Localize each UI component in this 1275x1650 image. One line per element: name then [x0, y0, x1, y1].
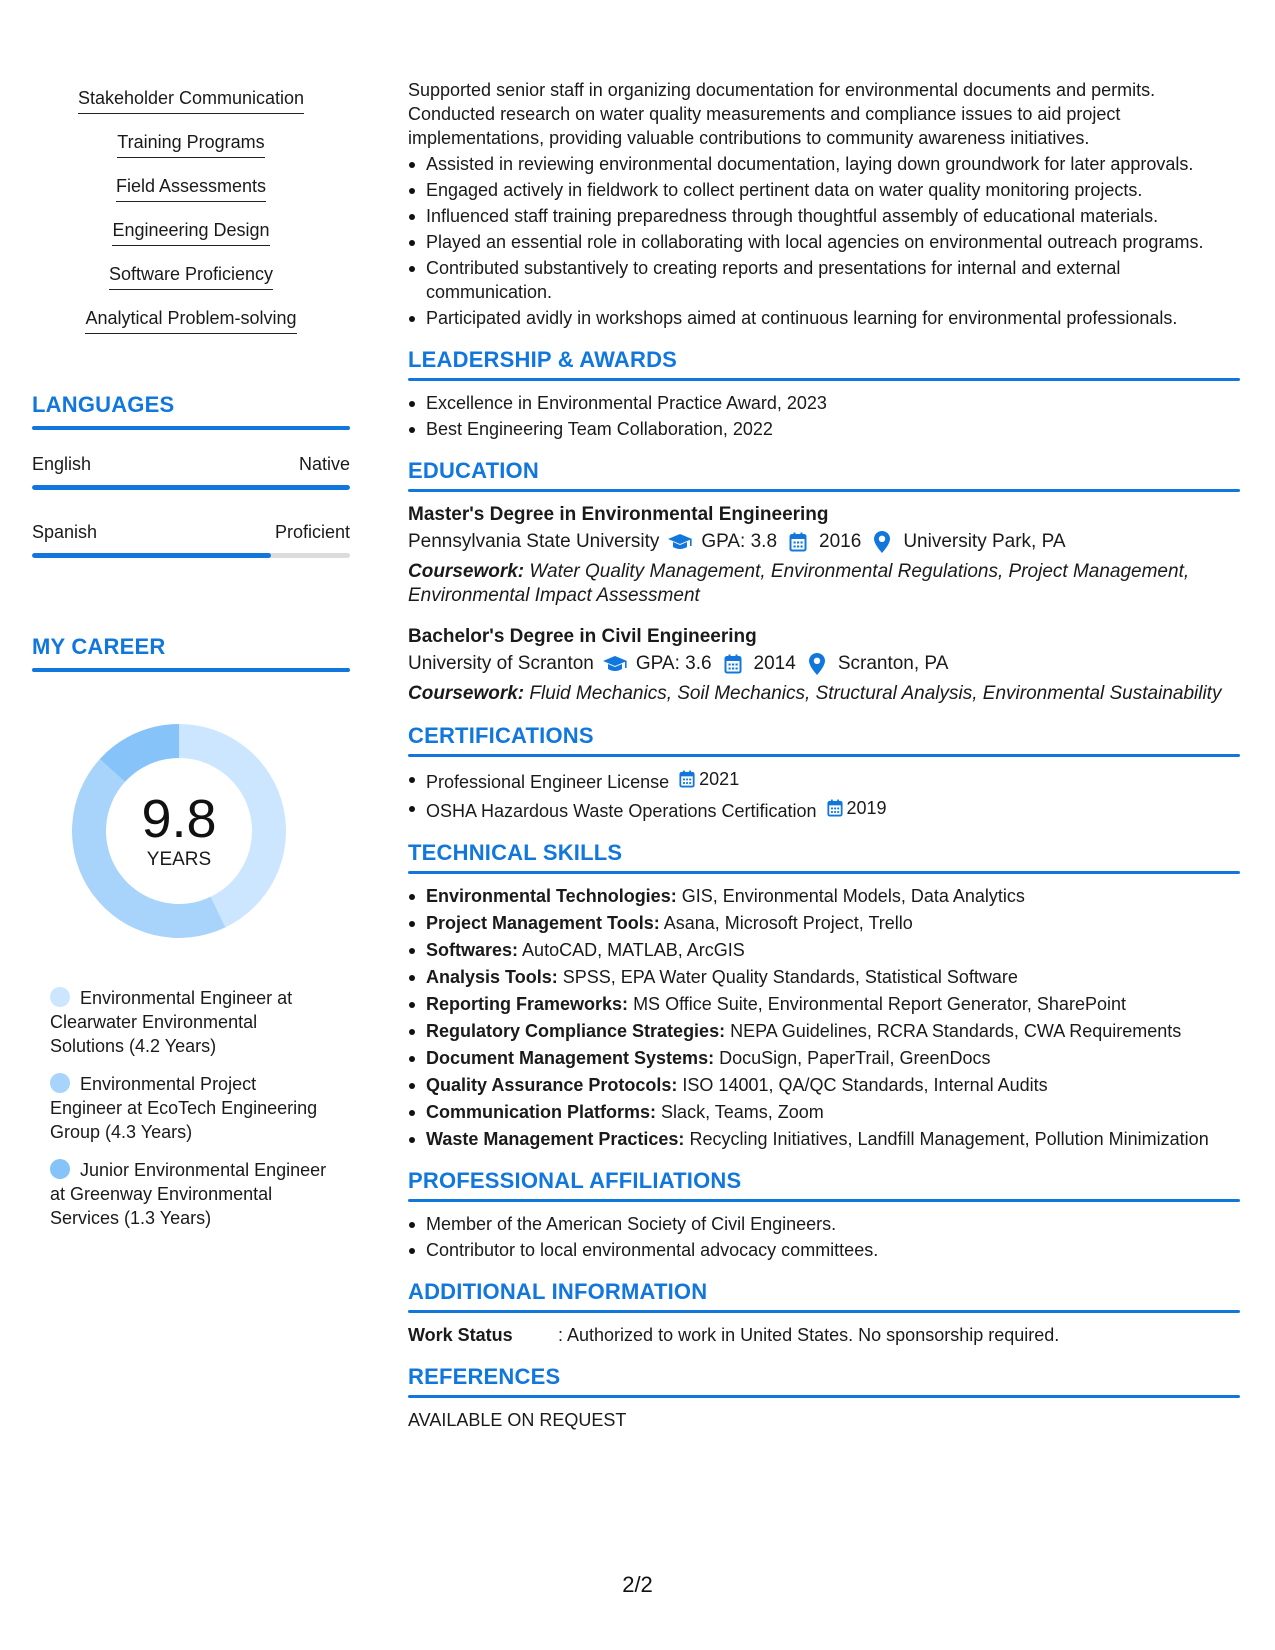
language-name: English [32, 454, 92, 474]
graduation-year: 2016 [819, 531, 862, 552]
skill-category: Softwares: [426, 940, 519, 960]
certifications-list [408, 767, 1240, 823]
language-bar-fill [32, 553, 271, 558]
skill-values: DocuSign, PaperTrail, GreenDocs [719, 1048, 991, 1068]
section-rule [408, 1199, 1240, 1202]
additional-info-section [408, 1278, 1240, 1347]
skill-category: Reporting Frameworks: [426, 994, 629, 1014]
cert-year: 2019 [846, 798, 887, 818]
skill-category: Communication Platforms: [426, 1102, 657, 1122]
calendar-icon [679, 770, 695, 788]
coursework-text: Fluid Mechanics, Soil Mechanics, Structural Analysis, Environmental Sustainability [529, 683, 1222, 704]
section-title: PROFESSIONAL AFFILIATIONS [408, 1168, 742, 1193]
affiliations-section [408, 1167, 1240, 1262]
section-rule [408, 1310, 1240, 1313]
cert-date [679, 767, 739, 791]
list-item [408, 938, 1240, 962]
skill-values: AutoCAD, MATLAB, ArcGIS [522, 940, 745, 960]
experience-summary: Supported senior staff in organizing documentation for environmental documents and permits. Conducted research on water quality measurements and compliance issues to aid project implementations, providing valuable contributions to community awareness initiatives. [408, 80, 1156, 148]
language-bar [32, 553, 350, 558]
section-rule [408, 378, 1240, 381]
skill-values: GIS, Environmental Models, Data Analytics [681, 886, 1025, 906]
languages-section [32, 392, 350, 558]
education-section [408, 457, 1240, 706]
career-legend [32, 986, 332, 1230]
degree-title: Master's Degree in Environmental Engineering [408, 504, 829, 525]
skill-tag: Field Assessments [116, 174, 266, 202]
career-section [32, 634, 350, 1244]
section-rule [408, 1395, 1240, 1398]
legend-item [50, 986, 332, 1058]
skill-values: Slack, Teams, Zoom [661, 1102, 824, 1122]
certifications-section [408, 722, 1240, 823]
graduation-cap-icon [602, 654, 628, 674]
section-title: EDUCATION [408, 458, 539, 483]
map-pin-icon [869, 532, 895, 552]
list-item [408, 911, 1240, 935]
list-item [408, 796, 1240, 823]
list-item: Member of the American Society of Civil Engineers. [408, 1212, 1240, 1236]
career-title: MY CAREER [32, 634, 166, 659]
cert-name: OSHA Hazardous Waste Operations Certification [426, 801, 817, 821]
donut-center [66, 718, 292, 944]
skill-values: ISO 14001, QA/QC Standards, Internal Audits [682, 1075, 1048, 1095]
skill-values: Recycling Initiatives, Landfill Management, Pollution Minimization [689, 1129, 1209, 1149]
skill-tag: Analytical Problem-solving [85, 306, 296, 334]
school-location: University Park, PA [903, 531, 1066, 552]
list-item: Contributor to local environmental advocacy committees. [408, 1238, 1240, 1262]
work-status-value: : Authorized to work in United States. No sponsorship required. [558, 1325, 1060, 1345]
skill-category: Regulatory Compliance Strategies: [426, 1021, 726, 1041]
language-level: Proficient [274, 522, 350, 542]
school-name: Pennsylvania State University [408, 531, 660, 552]
leadership-list [408, 391, 1240, 441]
list-item: Best Engineering Team Collaboration, 2022 [408, 417, 1240, 441]
graduation-year: 2014 [753, 653, 796, 674]
section-rule [408, 489, 1240, 492]
leadership-section [408, 346, 1240, 441]
skill-category: Waste Management Practices: [426, 1129, 685, 1149]
references-section [408, 1363, 1240, 1432]
career-donut [66, 718, 292, 944]
legend-label: Junior Environmental Engineer at Greenway Environmental Services (1.3 Years) [50, 1160, 327, 1228]
list-item: Assisted in reviewing environmental documentation, laying down groundwork for later approvals. [408, 152, 1240, 176]
references-text: AVAILABLE ON REQUEST [408, 1410, 627, 1430]
list-item: Participated avidly in workshops aimed at continuous learning for environmental professionals. [408, 306, 1240, 330]
section-title: REFERENCES [408, 1364, 561, 1389]
language-row [32, 454, 350, 475]
legend-dot [50, 987, 70, 1007]
coursework [408, 682, 1240, 706]
list-item [408, 992, 1240, 1016]
skill-values: NEPA Guidelines, RCRA Standards, CWA Requirements [730, 1021, 1182, 1041]
list-item [408, 1073, 1240, 1097]
coursework [408, 560, 1240, 608]
skill-tag: Training Programs [117, 130, 264, 158]
calendar-icon [827, 799, 843, 817]
technical-skills-list [408, 884, 1240, 1151]
legend-label: Environmental Engineer at Clearwater Environmental Solutions (4.2 Years) [50, 988, 293, 1056]
legend-item [50, 1158, 332, 1230]
section-title: TECHNICAL SKILLS [408, 840, 623, 865]
coursework-label: Coursework: [408, 561, 525, 582]
list-item [408, 1100, 1240, 1124]
legend-label: Environmental Project Engineer at EcoTech Engineering Group (4.3 Years) [50, 1074, 318, 1142]
skill-category: Quality Assurance Protocols: [426, 1075, 678, 1095]
legend-dot [50, 1073, 70, 1093]
education-entry [408, 624, 1240, 706]
skill-category: Document Management Systems: [426, 1048, 715, 1068]
skill-category: Project Management Tools: [426, 913, 660, 933]
skill-tag: Stakeholder Communication [78, 86, 304, 114]
list-item [408, 1019, 1240, 1043]
degree-title: Bachelor's Degree in Civil Engineering [408, 626, 757, 647]
skill-values: SPSS, EPA Water Quality Standards, Statistical Software [562, 967, 1018, 987]
gpa: GPA: 3.6 [635, 653, 712, 674]
language-name: Spanish [32, 522, 98, 542]
list-item [408, 767, 1240, 794]
section-rule [32, 426, 350, 430]
gpa: GPA: 3.8 [701, 531, 778, 552]
languages-title: LANGUAGES [32, 392, 175, 417]
graduation-cap-icon [667, 532, 693, 552]
skill-tag: Software Proficiency [109, 262, 273, 290]
school-name: University of Scranton [408, 653, 594, 674]
coursework-label: Coursework: [408, 683, 525, 704]
skill-tag: Engineering Design [112, 218, 269, 246]
section-title: LEADERSHIP & AWARDS [408, 347, 678, 372]
work-status-row [408, 1323, 1240, 1347]
experience-bullets [408, 152, 1240, 330]
degree-meta [408, 528, 1240, 556]
school-location: Scranton, PA [837, 653, 949, 674]
skill-category: Analysis Tools: [426, 967, 558, 987]
main-content [408, 78, 1240, 1432]
cert-name: Professional Engineer License [426, 772, 670, 792]
legend-item [50, 1072, 332, 1144]
list-item [408, 965, 1240, 989]
technical-skills-section [408, 839, 1240, 1151]
section-title: ADDITIONAL INFORMATION [408, 1279, 708, 1304]
list-item: Excellence in Environmental Practice Award, 2023 [408, 391, 1240, 415]
language-bar-fill [32, 485, 350, 490]
coursework-text: Water Quality Management, Environmental Regulations, Project Management, Environmental Impact Assessment [408, 561, 1190, 606]
page-number: 2/2 [622, 1572, 653, 1597]
skill-category: Environmental Technologies: [426, 886, 677, 906]
list-item [408, 1046, 1240, 1070]
calendar-icon [720, 654, 746, 674]
language-row [32, 522, 350, 543]
legend-dot [50, 1159, 70, 1179]
career-unit: YEARS [146, 849, 212, 870]
section-rule [408, 871, 1240, 874]
list-item: Influenced staff training preparedness through thoughtful assembly of educational materials. [408, 204, 1240, 228]
skills-list [32, 86, 350, 334]
work-status-label: Work Status [408, 1325, 513, 1345]
skill-values: Asana, Microsoft Project, Trello [663, 913, 913, 933]
experience-section [408, 78, 1240, 330]
map-pin-icon [804, 654, 830, 674]
list-item: Contributed substantively to creating reports and presentations for internal and external communication. [408, 256, 1240, 304]
degree-meta [408, 650, 1240, 678]
list-item [408, 1127, 1240, 1151]
section-rule [408, 754, 1240, 757]
list-item: Engaged actively in fieldwork to collect pertinent data on water quality monitoring projects. [408, 178, 1240, 202]
section-title: CERTIFICATIONS [408, 723, 594, 748]
affiliations-list [408, 1212, 1240, 1262]
list-item [408, 884, 1240, 908]
list-item: Played an essential role in collaborating with local agencies on environmental outreach programs. [408, 230, 1240, 254]
calendar-icon [785, 532, 811, 552]
language-bar [32, 485, 350, 490]
language-level: Native [298, 454, 350, 474]
education-entry [408, 502, 1240, 608]
section-rule [32, 668, 350, 672]
career-total: 9.8 [141, 789, 217, 849]
cert-date [827, 796, 887, 820]
skill-values: MS Office Suite, Environmental Report Generator, SharePoint [633, 994, 1126, 1014]
sidebar [32, 86, 350, 1228]
cert-year: 2021 [699, 769, 740, 789]
